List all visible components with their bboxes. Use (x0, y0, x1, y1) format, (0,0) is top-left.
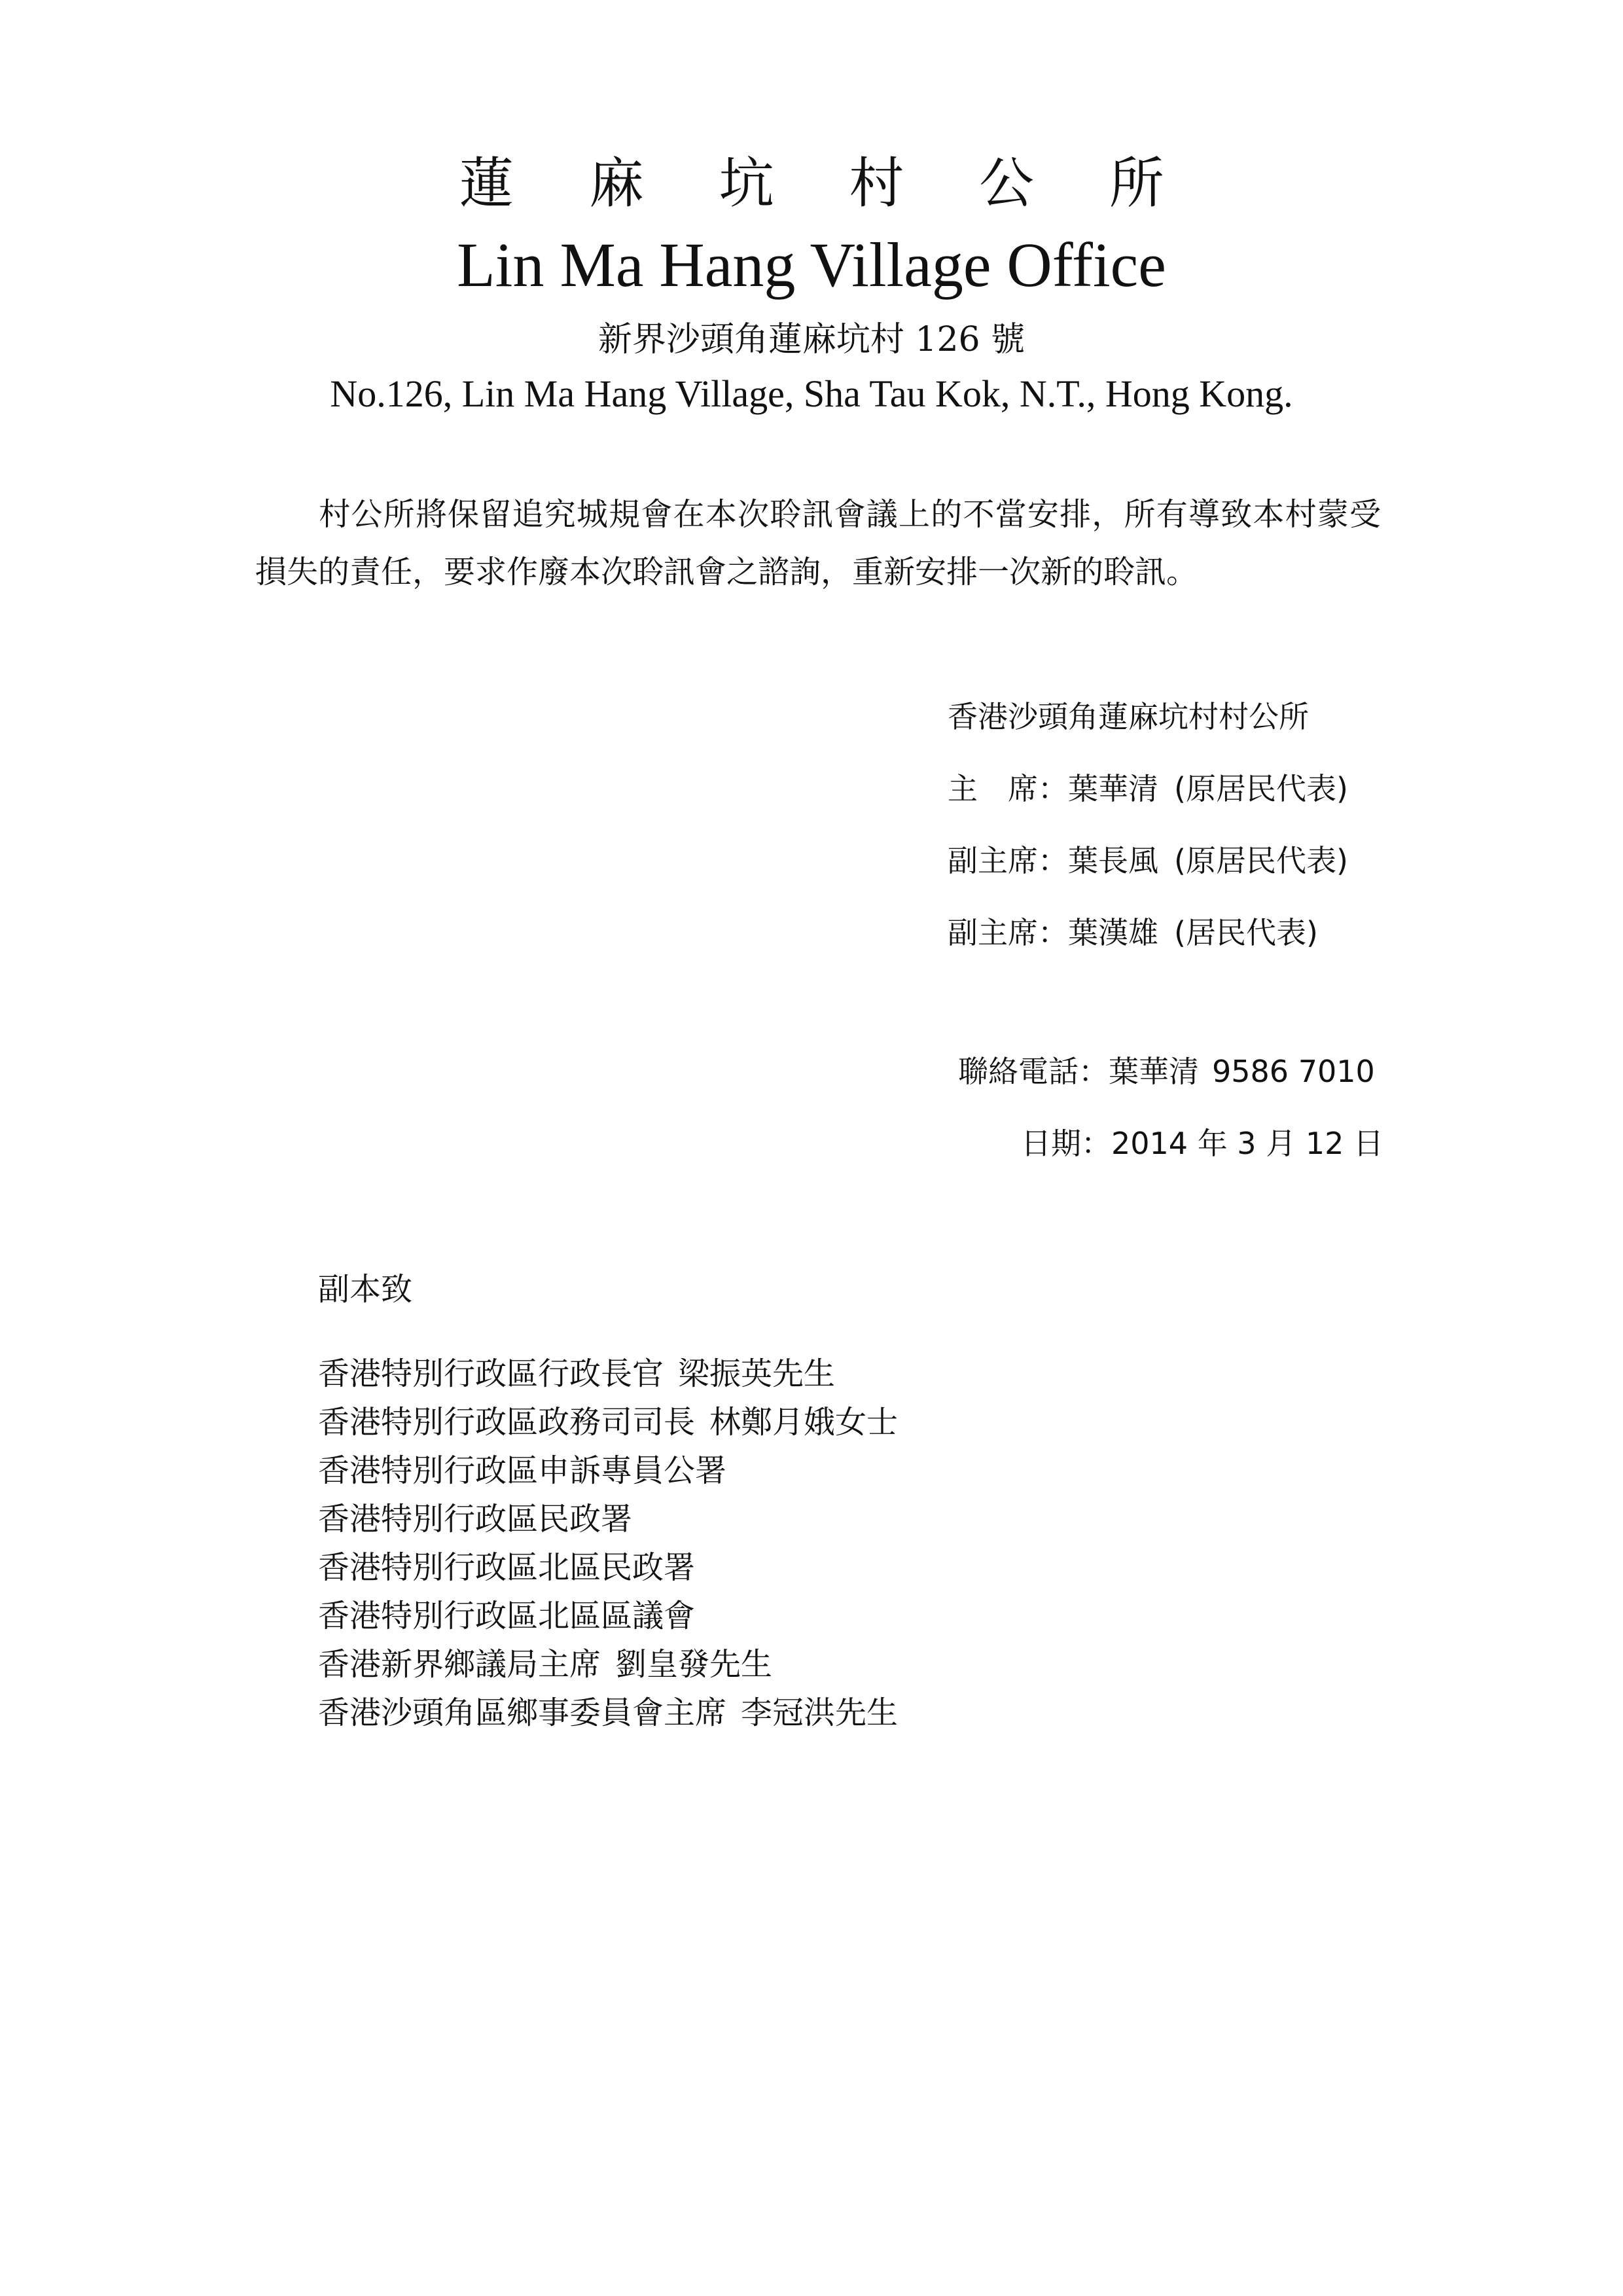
officer-role: (居民代表) (1174, 915, 1318, 950)
officer-name: 葉漢雄 (1068, 915, 1158, 950)
officer-title: 副主席： (948, 915, 1068, 950)
body-paragraph (255, 486, 1381, 601)
contact-phone: 9586 7010 (1212, 1054, 1375, 1089)
officer-name: 葉華清 (1068, 771, 1158, 806)
letterhead-chinese-address: 新界沙頭角蓮麻坑村 126 號 (597, 320, 1026, 359)
cc-recipient (318, 1398, 1300, 1446)
date-line (1021, 1107, 1387, 1179)
cc-office: 香港特別行政區申訴專員公署 (318, 1452, 727, 1489)
cc-recipient (318, 1543, 1300, 1592)
contact-name: 葉華清 (1109, 1054, 1199, 1089)
letterhead-chinese-name: 蓮 麻 坑 村 公 所 (459, 151, 1193, 215)
letterhead-english-name: Lin Ma Hang Village Office (457, 230, 1166, 300)
cc-recipient (318, 1640, 1300, 1689)
officer-role: (原居民代表) (1174, 771, 1348, 806)
signature-officer-vice-chairman-1 (948, 825, 1406, 897)
cc-recipient (318, 1689, 1300, 1737)
cc-recipient (318, 1446, 1300, 1495)
cc-recipient-list (318, 1350, 1300, 1737)
cc-recipient (318, 1495, 1300, 1543)
officer-title: 副主席： (948, 843, 1068, 878)
date-label: 日期： (1021, 1126, 1111, 1161)
cc-office: 香港沙頭角區鄉事委員會主席 (318, 1695, 727, 1731)
signature-organization: 香港沙頭角蓮麻坑村村公所 (948, 699, 1309, 734)
contact-line (958, 1035, 1377, 1107)
cc-person: 李冠洪先生 (741, 1695, 899, 1731)
signature-officer-vice-chairman-2 (948, 897, 1406, 969)
contact-label: 聯絡電話： (958, 1054, 1109, 1089)
cc-person: 劉皇發先生 (615, 1646, 773, 1683)
cc-recipient (318, 1350, 1300, 1398)
cc-heading: 副本致 (318, 1271, 413, 1308)
officer-title: 主 席： (948, 771, 1068, 806)
body-paragraph-text: 村公所將保留追究城規會在本次聆訊會議上的不當安排，所有導致本村蒙受損失的責任，要求作廢本次聆訊會之諮詢，重新安排一次新的聆訊。 (255, 496, 1381, 590)
cc-office: 香港新界鄉議局主席 (318, 1646, 601, 1683)
cc-person: 梁振英先生 (678, 1355, 836, 1392)
cc-office: 香港特別行政區北區民政署 (318, 1549, 696, 1586)
officer-role: (原居民代表) (1174, 843, 1348, 878)
letterhead (0, 144, 1623, 422)
cc-office: 香港特別行政區北區區議會 (318, 1598, 696, 1634)
signature-block (948, 681, 1406, 969)
cc-office: 香港特別行政區行政長官 (318, 1355, 664, 1392)
date-value: 2014 年 3 月 12 日 (1111, 1126, 1383, 1161)
cc-office: 香港特別行政區政務司司長 (318, 1404, 696, 1441)
letterhead-english-address: No.126, Lin Ma Hang Village, Sha Tau Kok, N.T., Hong Kong. (330, 372, 1293, 415)
signature-officer-chairman (948, 753, 1406, 825)
cc-recipient (318, 1592, 1300, 1640)
officer-name: 葉長風 (1068, 843, 1158, 878)
cc-person: 林鄭月娥女士 (709, 1404, 899, 1441)
cc-office: 香港特別行政區民政署 (318, 1501, 633, 1537)
